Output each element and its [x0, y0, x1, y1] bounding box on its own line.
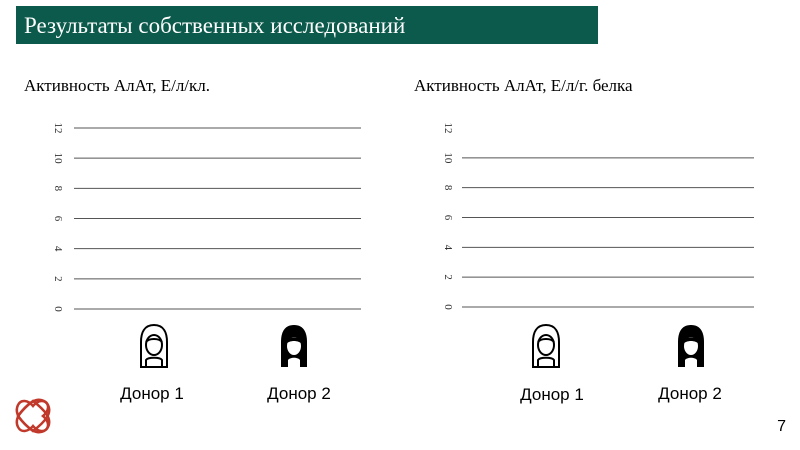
chart-1-y-tick-label: 12	[52, 122, 64, 134]
female-person-outline-icon	[528, 322, 564, 374]
chart-1-y-tick-label: 0	[52, 306, 64, 312]
chart-1-y-tick-label: 6	[52, 215, 64, 222]
chart-1-category-label: Донор 1	[120, 384, 184, 403]
chart-2-title: Активность АлАт, Е/л/г. белка	[414, 76, 633, 95]
interlocking-hearts-logo-icon	[10, 393, 56, 439]
chart-2-category-label: Донор 2	[658, 384, 722, 403]
chart-1-y-tick-label: 4	[52, 245, 64, 252]
chart-2-y-tick-label: 12	[442, 122, 454, 134]
chart-1-title: Активность АлАт, Е/л/кл.	[24, 76, 211, 95]
chart-2-y-tick-label: 2	[442, 274, 454, 280]
female-person-filled-icon	[276, 322, 312, 374]
slide-title: Результаты собственных исследований	[24, 13, 406, 38]
female-person-filled-icon	[673, 322, 709, 374]
chart-2-y-tick-label: 0	[442, 304, 454, 310]
page-number: 7	[777, 418, 786, 435]
chart-1-category-label: Донор 2	[267, 384, 331, 403]
chart-2-category-label: Донор 1	[520, 385, 584, 404]
chart-1-y-tick-label: 8	[52, 185, 64, 192]
chart-2-y-tick-label: 6	[442, 214, 454, 221]
chart-2-y-tick-label: 10	[442, 152, 454, 164]
female-person-outline-icon	[136, 322, 172, 374]
chart-1-y-tick-label: 2	[52, 276, 64, 282]
chart-2-y-tick-label: 4	[442, 244, 454, 251]
chart-1-y-tick-label: 10	[52, 152, 64, 164]
chart-2-y-tick-label: 8	[442, 184, 454, 191]
